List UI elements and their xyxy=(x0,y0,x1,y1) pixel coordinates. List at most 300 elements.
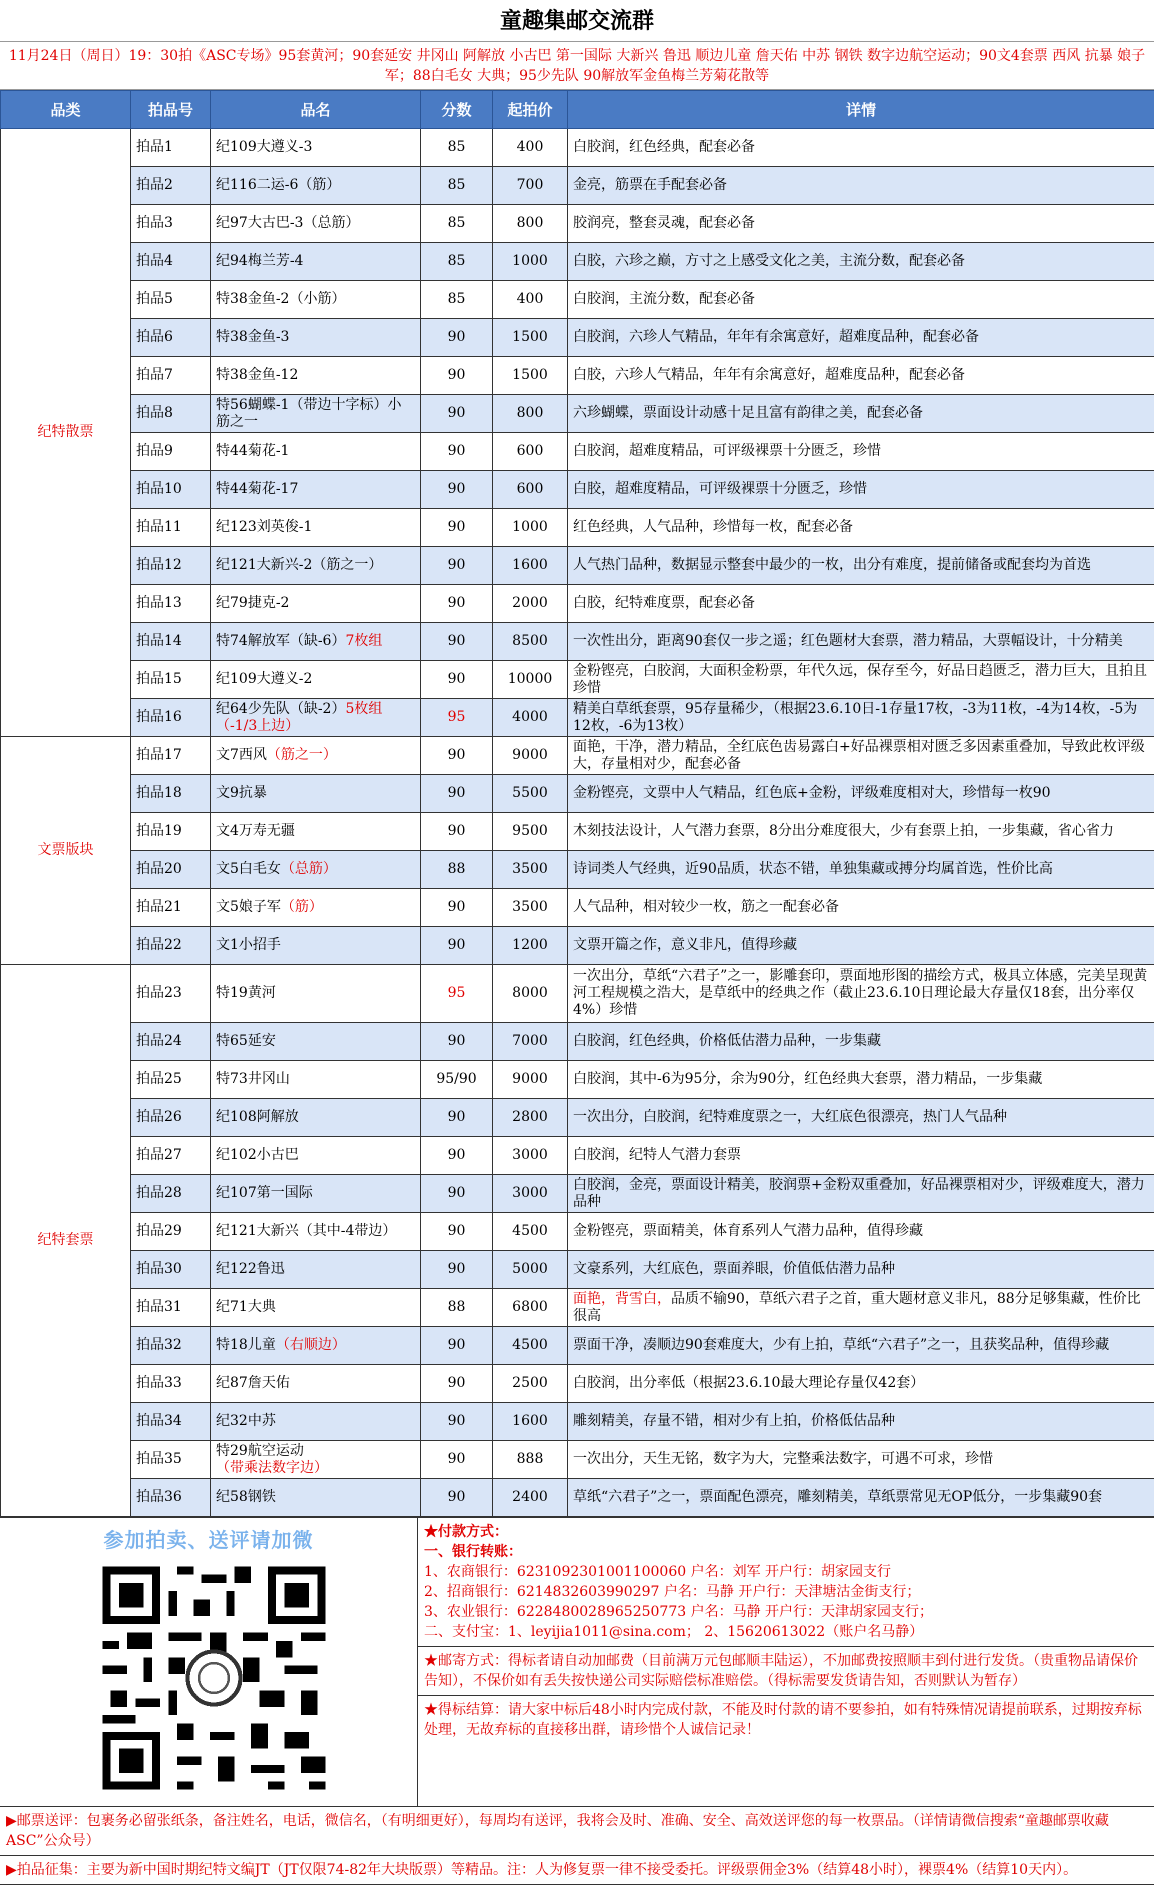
name-cell xyxy=(211,775,421,813)
cell-text: 特56蝴蝶-1（带边十字标）小筋之一 xyxy=(216,396,402,430)
table-row xyxy=(1,357,1154,395)
cell-text: 拍品14 xyxy=(136,633,182,649)
score-cell xyxy=(421,623,493,661)
lot-cell xyxy=(131,585,211,623)
cell-text: 白胶，六珍人气精品，年年有余寓意好，超难度品种，配套必备 xyxy=(573,367,965,383)
cell-text: 9000 xyxy=(512,747,548,763)
table-row xyxy=(1,851,1154,889)
detail-cell xyxy=(568,547,1154,585)
name-cell xyxy=(211,243,421,281)
cell-text: 纪123刘英俊-1 xyxy=(216,519,313,535)
auction-subtitle: 11月24日（周日）19：30拍《ASC专场》95套黄河；90套延安 井冈山 阿解放 小古巴 第一国际 大新兴 鲁迅 顺边儿童 詹天佑 中苏 钢铁 数字边航空运动；90文4套票 西风 抗暴 娘子军；88白毛女 大典；95少先队 90解放军金鱼梅兰芳菊花散等 xyxy=(0,42,1154,90)
cell-text: 白胶润，金亮，票面设计精美，胶润票+金粉双重叠加，好品裸票相对少，评级难度大，潜力品种 xyxy=(573,1176,1145,1210)
cell-text: 10000 xyxy=(507,671,553,687)
name-cell xyxy=(211,471,421,509)
cell-text: 90 xyxy=(447,329,466,345)
name-cell xyxy=(211,433,421,471)
detail-cell xyxy=(568,509,1154,547)
cell-text: 拍品24 xyxy=(136,1033,182,1049)
cell-text: 拍品31 xyxy=(136,1299,182,1315)
detail-cell xyxy=(568,281,1154,319)
price-cell xyxy=(493,1403,568,1441)
cell-text: 5500 xyxy=(512,785,548,801)
cell-text: 拍品7 xyxy=(136,367,173,383)
score-cell xyxy=(421,1023,493,1061)
price-cell xyxy=(493,281,568,319)
price-cell xyxy=(493,319,568,357)
cell-text: 拍品29 xyxy=(136,1223,182,1239)
qr-panel xyxy=(0,1518,418,1806)
name-cell xyxy=(211,1403,421,1441)
name-cell xyxy=(211,1137,421,1175)
cell-text: 8500 xyxy=(512,633,548,649)
score-cell xyxy=(421,1099,493,1137)
cell-text: 90 xyxy=(447,1337,466,1353)
cell-text: 拍品5 xyxy=(136,291,173,307)
mailing-info: ★邮寄方式：得标者请自动加邮费（目前满万元包邮顺丰陆运），不加邮费按照顺丰到付进行发货。（贵重物品请保价告知），不保价如有丢失按快递公司实际赔偿标准赔偿。（得标需要发货请告知，否则默认为暂存） xyxy=(418,1646,1154,1695)
detail-cell xyxy=(568,1213,1154,1251)
lot-cell xyxy=(131,243,211,281)
table-row xyxy=(1,623,1154,661)
cell-text: 文豪系列，大红底色，票面养眼，价值低估潜力品种 xyxy=(573,1261,895,1277)
cell-text: 拍品36 xyxy=(136,1489,182,1505)
cell-text: 拍品17 xyxy=(136,747,182,763)
cell-text: 7000 xyxy=(512,1033,548,1049)
name-cell xyxy=(211,1327,421,1365)
lot-cell xyxy=(131,889,211,927)
cell-text: 700 xyxy=(516,177,544,193)
price-cell xyxy=(493,509,568,547)
cell-text: 纪107第一国际 xyxy=(216,1185,313,1201)
table-row xyxy=(1,737,1154,775)
detail-cell xyxy=(568,1251,1154,1289)
detail-cell xyxy=(568,1137,1154,1175)
grading-notice: ▶邮票送评：包裹务必留张纸条，备注姓名，电话，微信名，（有明细更好），每周均有送评，我将会及时、准确、安全、高效送评您的每一枚票品。（详情请微信搜索“童趣邮票收藏ASC”公众号） xyxy=(0,1807,1154,1856)
cell-text: 金粉铿亮，文票中人气精品，红色底+金粉，评级难度相对大，珍惜每一枚90 xyxy=(573,785,1051,801)
lot-cell xyxy=(131,167,211,205)
page-title: 童趣集邮交流群 xyxy=(0,0,1154,42)
cell-text: 85 xyxy=(447,215,466,231)
cell-text: 90 xyxy=(447,937,466,953)
score-cell xyxy=(421,889,493,927)
lot-cell xyxy=(131,1023,211,1061)
score-cell xyxy=(421,1327,493,1365)
cell-text: 文4万寿无疆 xyxy=(216,823,295,839)
cell-text: 拍品9 xyxy=(136,443,173,459)
payment-line: ★付款方式： xyxy=(424,1524,508,1540)
lot-cell xyxy=(131,547,211,585)
detail-cell xyxy=(568,851,1154,889)
cell-text: 拍品3 xyxy=(136,215,173,231)
score-cell xyxy=(421,509,493,547)
cell-text: 拍品34 xyxy=(136,1413,182,1429)
cell-text: 拍品1 xyxy=(136,139,173,155)
cell-text: 白胶润，红色经典，配套必备 xyxy=(573,139,755,155)
price-cell xyxy=(493,927,568,965)
lot-cell xyxy=(131,509,211,547)
cell-text: 品质不输90，草纸六君子之首，重大题材意义非凡，88分足够集藏，性价比很高 xyxy=(573,1290,1141,1324)
cell-text: 8000 xyxy=(512,985,548,1001)
detail-cell xyxy=(568,1365,1154,1403)
table-row xyxy=(1,813,1154,851)
cell-text: 特19黄河 xyxy=(216,985,276,1001)
score-cell xyxy=(421,395,493,433)
table-row xyxy=(1,661,1154,699)
col-lot: 拍品号 xyxy=(131,91,211,129)
name-cell xyxy=(211,1289,421,1327)
price-cell xyxy=(493,395,568,433)
payment-methods xyxy=(418,1518,1154,1646)
score-cell xyxy=(421,1137,493,1175)
cell-text: 纪102小古巴 xyxy=(216,1147,299,1163)
qr-heading: 参加拍卖、送评请加微 xyxy=(103,1528,314,1552)
highlight-text: （筋之一） xyxy=(266,747,337,763)
table-row xyxy=(1,1251,1154,1289)
price-cell xyxy=(493,1441,568,1479)
cell-text: 3500 xyxy=(512,861,548,877)
cell-text: 白胶润，纪特人气潜力套票 xyxy=(573,1147,741,1163)
cell-text: 白胶，超难度精品，可评级裸票十分匮乏，珍惜 xyxy=(573,481,867,497)
cell-text: 90 xyxy=(447,367,466,383)
cell-text: 90 xyxy=(447,747,466,763)
score-cell xyxy=(421,129,493,167)
cell-text: 90 xyxy=(447,1451,466,1467)
cell-text: 纪32中苏 xyxy=(216,1413,276,1429)
cell-text: 90 xyxy=(447,1185,466,1201)
col-price: 起拍价 xyxy=(493,91,568,129)
cell-text: 90 xyxy=(447,671,466,687)
price-cell xyxy=(493,699,568,737)
cell-text: 特18儿童 xyxy=(216,1337,276,1353)
cell-text: 800 xyxy=(516,215,544,231)
price-cell xyxy=(493,1289,568,1327)
detail-cell xyxy=(568,965,1154,1023)
lot-cell xyxy=(131,1365,211,1403)
name-cell xyxy=(211,851,421,889)
score-cell xyxy=(421,433,493,471)
highlight-text: 面艳，背雪白， xyxy=(573,1290,671,1307)
detail-cell xyxy=(568,1327,1154,1365)
detail-cell xyxy=(568,433,1154,471)
cell-text: 票面干净，凑顺边90套难度大，少有上拍，草纸“六君子”之一，且获奖品种，值得珍藏 xyxy=(573,1337,1110,1353)
score-cell xyxy=(421,661,493,699)
price-cell xyxy=(493,129,568,167)
table-row xyxy=(1,1479,1154,1517)
cell-text: 人气品种，相对较少一枚，筋之一配套必备 xyxy=(573,899,839,915)
lot-cell xyxy=(131,471,211,509)
score-cell xyxy=(421,1061,493,1099)
table-row xyxy=(1,243,1154,281)
cell-text: 90 xyxy=(447,823,466,839)
name-cell xyxy=(211,357,421,395)
cell-text: 人气热门品种，数据显示整套中最少的一枚，出分有难度，提前储备或配套均为首选 xyxy=(573,557,1091,573)
lot-cell xyxy=(131,205,211,243)
cell-text: 纪79捷克-2 xyxy=(216,595,290,611)
cell-text: 90 xyxy=(447,443,466,459)
cell-text: 文9抗暴 xyxy=(216,785,267,801)
cell-text: 90 xyxy=(447,1489,466,1505)
cell-text: 拍品15 xyxy=(136,671,182,687)
payment-line: 2、招商银行：6214832603990297 户名：马静 开户行：天津塘沽金街支行； xyxy=(424,1584,921,1600)
name-cell xyxy=(211,509,421,547)
score-cell xyxy=(421,737,493,775)
price-cell xyxy=(493,547,568,585)
score-cell xyxy=(421,1403,493,1441)
price-cell xyxy=(493,775,568,813)
price-cell xyxy=(493,1365,568,1403)
cell-text: 1000 xyxy=(512,519,548,535)
cell-text: 400 xyxy=(516,291,544,307)
table-row xyxy=(1,129,1154,167)
lot-cell xyxy=(131,319,211,357)
table-row xyxy=(1,1023,1154,1061)
score-cell xyxy=(421,1479,493,1517)
cell-text: 特29航空运动 xyxy=(216,1442,304,1459)
lot-cell xyxy=(131,357,211,395)
cell-text: 白胶润，出分率低（根据23.6.10最大理论存量仅42套） xyxy=(573,1375,925,1391)
cell-text: 90 xyxy=(447,785,466,801)
highlight-text: 7枚组 xyxy=(345,633,383,649)
detail-cell xyxy=(568,1061,1154,1099)
cell-text: 纪58钢铁 xyxy=(216,1489,276,1505)
name-cell xyxy=(211,395,421,433)
cell-text: 85 xyxy=(447,253,466,269)
table-row xyxy=(1,1137,1154,1175)
name-cell xyxy=(211,661,421,699)
detail-cell xyxy=(568,775,1154,813)
cell-text: 9500 xyxy=(512,823,548,839)
price-cell xyxy=(493,1023,568,1061)
cell-text: 888 xyxy=(516,1451,544,1467)
detail-cell xyxy=(568,243,1154,281)
highlight-text: 95 xyxy=(447,985,466,1001)
cell-text: 拍品20 xyxy=(136,861,182,877)
price-cell xyxy=(493,243,568,281)
category-cell: 纪特套票 xyxy=(1,965,131,1517)
cell-text: 一次出分，草纸“六君子”之一，影雕套印，票面地形图的描绘方式，极具立体感，完美呈现黄河工程规模之浩大，是草纸中的经典之作（截止23.6.10日理论最大存量仅18套，出分率仅4%）珍惜 xyxy=(573,968,1148,1018)
price-cell xyxy=(493,1251,568,1289)
price-cell xyxy=(493,1099,568,1137)
price-cell xyxy=(493,433,568,471)
cell-text: 拍品30 xyxy=(136,1261,182,1277)
detail-cell xyxy=(568,1403,1154,1441)
cell-text: 红色经典，人气品种，珍惜每一枚，配套必备 xyxy=(573,519,853,535)
lot-cell xyxy=(131,1099,211,1137)
lot-cell xyxy=(131,813,211,851)
cell-text: 90 xyxy=(447,595,466,611)
name-cell xyxy=(211,167,421,205)
cell-text: 诗词类人气经典，近90品质，状态不错，单独集藏或搏分均属首选，性价比高 xyxy=(573,861,1053,877)
cell-text: 纪121大新兴-2（筋之一） xyxy=(216,557,383,573)
cell-text: 拍品18 xyxy=(136,785,182,801)
score-cell xyxy=(421,1251,493,1289)
col-name: 品名 xyxy=(211,91,421,129)
price-cell xyxy=(493,1175,568,1213)
cell-text: 面艳，干净，潜力精品，全红底色齿易露白+好品裸票相对匮乏多因素重叠加，导致此枚评级大，存量相对少，配套必备 xyxy=(573,738,1145,772)
consignment-notice: ▶拍品征集：主要为新中国时期纪特文编JT（JT仅限74-82年大块版票）等精品。注：人为修复票一律不接受委托。评级票佣金3%（结算48小时），裸票4%（结算10天内）。 xyxy=(0,1856,1154,1885)
score-cell xyxy=(421,319,493,357)
cell-text: 85 xyxy=(447,177,466,193)
name-cell xyxy=(211,319,421,357)
cell-text: 一次性出分，距离90套仅一步之遥；红色题材大套票，潜力精品，大票幅设计，十分精美 xyxy=(573,633,1123,649)
cell-text: 纪122鲁迅 xyxy=(216,1261,285,1277)
table-row xyxy=(1,205,1154,243)
cell-text: 1000 xyxy=(512,253,548,269)
detail-cell xyxy=(568,737,1154,775)
lot-cell xyxy=(131,1479,211,1517)
detail-cell xyxy=(568,699,1154,737)
price-cell xyxy=(493,1327,568,1365)
table-row xyxy=(1,1061,1154,1099)
table-row xyxy=(1,509,1154,547)
cell-text: 白胶润，红色经典，价格低估潜力品种，一步集藏 xyxy=(573,1033,881,1049)
payment-line: 3、农业银行：6228480028965250773 户名：马静 开户行：天津胡家园支行； xyxy=(424,1604,934,1620)
score-cell xyxy=(421,813,493,851)
score-cell xyxy=(421,547,493,585)
lot-cell xyxy=(131,281,211,319)
cell-text: 金粉铿亮，白胶润，大面积金粉票，年代久远，保存至今，好品日趋匮乏，潜力巨大，且拍且珍惜 xyxy=(573,662,1147,696)
cell-text: 拍品12 xyxy=(136,557,182,573)
cell-text: 雕刻精美，存量不错，相对少有上拍，价格低估品种 xyxy=(573,1413,895,1429)
cell-text: 文7西风 xyxy=(216,747,267,763)
cell-text: 特74解放军（缺-6） xyxy=(216,633,346,649)
cell-text: 5000 xyxy=(512,1261,548,1277)
cell-text: 纪87詹天佑 xyxy=(216,1375,290,1391)
cell-text: 纪94梅兰芳-4 xyxy=(216,253,304,269)
score-cell xyxy=(421,775,493,813)
cell-text: 90 xyxy=(447,1413,466,1429)
name-cell xyxy=(211,1251,421,1289)
lot-cell xyxy=(131,775,211,813)
price-cell xyxy=(493,737,568,775)
settlement-info: ★得标结算：请大家中标后48小时内完成付款，不能及时付款的请不要参拍，如有特殊情况请提前联系，过期按弃标处理，无故弃标的直接移出群，请珍惜个人诚信记录！ xyxy=(418,1695,1154,1744)
auction-table xyxy=(0,90,1154,1517)
category-cell: 纪特散票 xyxy=(1,129,131,737)
lot-cell xyxy=(131,699,211,737)
score-cell xyxy=(421,1289,493,1327)
cell-text: 拍品4 xyxy=(136,253,173,269)
cell-text: 拍品13 xyxy=(136,595,182,611)
cell-text: 90 xyxy=(447,1109,466,1125)
cell-text: 拍品19 xyxy=(136,823,182,839)
cell-text: 85 xyxy=(447,139,466,155)
cell-text: 拍品2 xyxy=(136,177,173,193)
table-row xyxy=(1,433,1154,471)
detail-cell xyxy=(568,813,1154,851)
table-row xyxy=(1,1289,1154,1327)
cell-text: 3000 xyxy=(512,1147,548,1163)
name-cell xyxy=(211,281,421,319)
cell-text: 特44菊花-1 xyxy=(216,443,290,459)
lot-cell xyxy=(131,1213,211,1251)
lot-cell xyxy=(131,433,211,471)
detail-cell xyxy=(568,1289,1154,1327)
name-cell xyxy=(211,1175,421,1213)
cell-text: 拍品22 xyxy=(136,937,182,953)
price-cell xyxy=(493,205,568,243)
name-cell xyxy=(211,1099,421,1137)
score-cell xyxy=(421,1365,493,1403)
cell-text: 600 xyxy=(516,481,544,497)
cell-text: 90 xyxy=(447,1033,466,1049)
name-cell xyxy=(211,813,421,851)
name-cell xyxy=(211,585,421,623)
cell-text: 85 xyxy=(447,291,466,307)
cell-text: 90 xyxy=(447,899,466,915)
price-cell xyxy=(493,1061,568,1099)
cell-text: 2400 xyxy=(512,1489,548,1505)
lot-cell xyxy=(131,1175,211,1213)
name-cell xyxy=(211,737,421,775)
cell-text: 白胶润，超难度精品，可评级裸票十分匮乏，珍惜 xyxy=(573,443,881,459)
detail-cell xyxy=(568,1023,1154,1061)
table-row xyxy=(1,1175,1154,1213)
score-cell xyxy=(421,357,493,395)
cell-text: 特44菊花-17 xyxy=(216,481,299,497)
score-cell xyxy=(421,471,493,509)
detail-cell xyxy=(568,357,1154,395)
category-cell: 文票版块 xyxy=(1,737,131,965)
table-row xyxy=(1,1441,1154,1479)
cell-text: 拍品10 xyxy=(136,481,182,497)
cell-text: 一次出分，天生无铭，数字为大，完整乘法数字，可遇不可求，珍惜 xyxy=(573,1451,993,1467)
cell-text: 纪64少先队（缺-2） xyxy=(216,700,346,717)
cell-text: 90 xyxy=(447,1147,466,1163)
price-cell xyxy=(493,167,568,205)
name-cell xyxy=(211,699,421,737)
score-cell xyxy=(421,699,493,737)
cell-text: 9000 xyxy=(512,1071,548,1087)
cell-text: 金亮，筋票在手配套必备 xyxy=(573,177,727,193)
cell-text: 白胶润，其中-6为95分，余为90分，红色经典大套票，潜力精品，一步集藏 xyxy=(573,1071,1043,1087)
name-cell xyxy=(211,1441,421,1479)
cell-text: 纪71大典 xyxy=(216,1299,276,1315)
score-cell xyxy=(421,965,493,1023)
name-cell xyxy=(211,1061,421,1099)
score-cell xyxy=(421,851,493,889)
wechat-qr-code xyxy=(94,1558,334,1798)
cell-text: 90 xyxy=(447,1375,466,1391)
cell-text: 拍品6 xyxy=(136,329,173,345)
cell-text: 特73井冈山 xyxy=(216,1071,290,1087)
cell-text: 拍品23 xyxy=(136,985,182,1001)
cell-text: 拍品32 xyxy=(136,1337,182,1353)
cell-text: 1600 xyxy=(512,557,548,573)
lot-cell xyxy=(131,1137,211,1175)
cell-text: 3000 xyxy=(512,1185,548,1201)
highlight-text: （带乘法数字边） xyxy=(216,1459,328,1476)
lot-cell xyxy=(131,1289,211,1327)
cell-text: 拍品26 xyxy=(136,1109,182,1125)
cell-text: 文1小招手 xyxy=(216,937,281,953)
cell-text: 木刻技法设计，人气潜力套票，8分出分难度很大，少有套票上拍，一步集藏，省心省力 xyxy=(573,823,1114,839)
table-row xyxy=(1,395,1154,433)
score-cell xyxy=(421,1213,493,1251)
detail-cell xyxy=(568,129,1154,167)
payment-line: 1、农商银行：6231092301001100060 户名：刘军 开户行：胡家园支行 xyxy=(424,1564,892,1580)
price-cell xyxy=(493,357,568,395)
table-header-row xyxy=(1,91,1154,129)
lot-cell xyxy=(131,129,211,167)
price-cell xyxy=(493,965,568,1023)
cell-text: 拍品11 xyxy=(136,519,182,535)
table-row xyxy=(1,965,1154,1023)
cell-text: 90 xyxy=(447,519,466,535)
score-cell xyxy=(421,281,493,319)
table-row xyxy=(1,1403,1154,1441)
price-cell xyxy=(493,889,568,927)
cell-text: 1500 xyxy=(512,367,548,383)
